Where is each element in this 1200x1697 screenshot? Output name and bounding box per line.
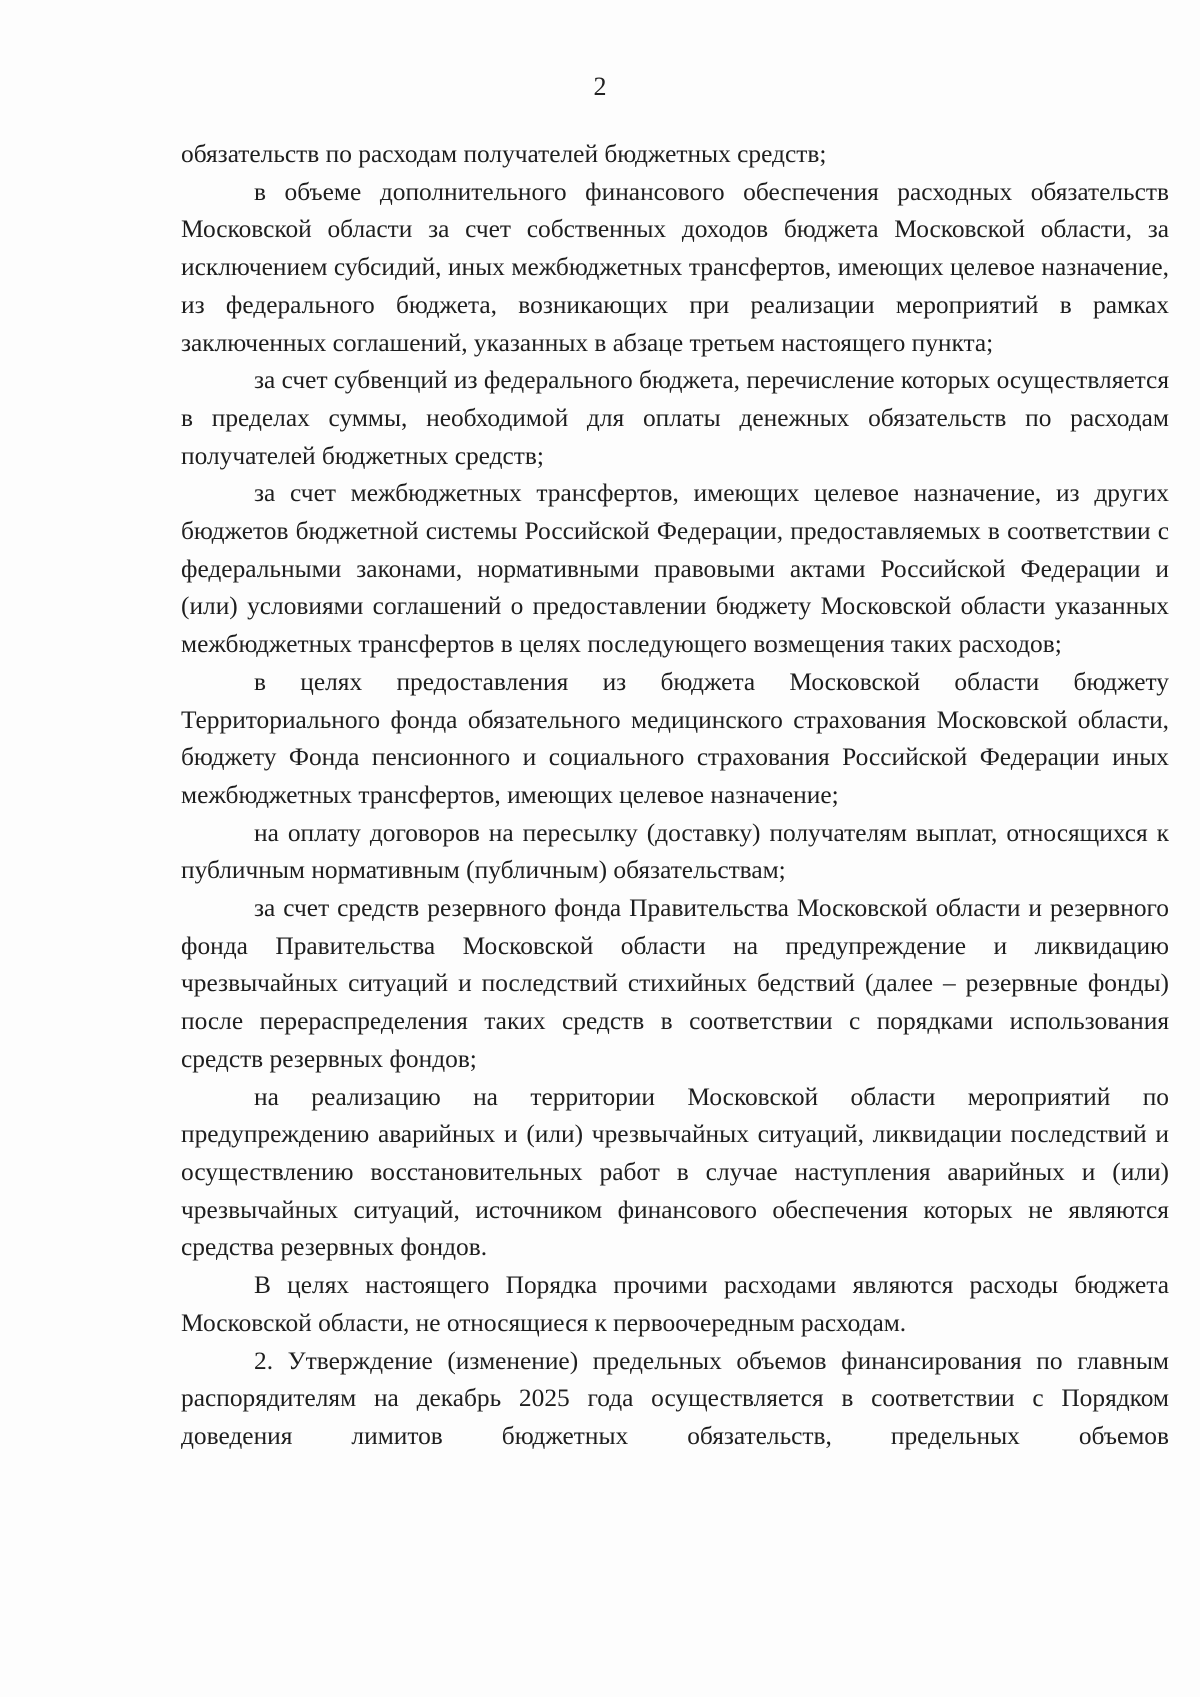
- paragraph-10: 2. Утверждение (изменение) предельных объемов финансирования по главным распорядителям на декабрь 2025 года осуществляется в соответствии с Порядком доведения лимитов бюджетных обязательств, предельных объемов: [181, 1346, 1169, 1450]
- paragraph-1: обязательств по расходам получателей бюджетных средств;: [181, 140, 827, 168]
- paragraph-6: на оплату договоров на пересылку (доставку) получателям выплат, относящихся к публичным нормативным (публичным) обязательствам;: [181, 818, 1169, 885]
- document-body: [181, 136, 1169, 1456]
- paragraph-3: за счет субвенций из федерального бюджета, перечисление которых осуществляется в пределах суммы, необходимой для оплаты денежных обязательств по расходам получателей бюджетных средств;: [181, 366, 1169, 470]
- paragraph-5: в целях предоставления из бюджета Московской области бюджету Территориального фонда обязательного медицинского страхования Московской области, бюджету Фонда пенсионного и социального страхования Российской Федерации иных межбюджетных трансфертов, имеющих целевое назначение;: [181, 667, 1169, 809]
- paragraph-8: на реализацию на территории Московской области мероприятий по предупреждению аварийных и (или) чрезвычайных ситуаций, ликвидации последствий и осуществлению восстановительных работ в случае наступления аварийных и (или) чрезвычайных ситуаций, источником финансового обеспечения которых не являются средства резервных фондов.: [181, 1082, 1169, 1262]
- paragraph-7: за счет средств резервного фонда Правительства Московской области и резервного фонда Правительства Московской области на предупреждение и ликвидацию чрезвычайных ситуаций и последствий стихийных бедствий (далее – резервные фонды) после перераспределения таких средств в соответствии с порядками использования средств резервных фондов;: [181, 894, 1169, 1073]
- paragraph-9: В целях настоящего Порядка прочими расходами являются расходы бюджета Московской области, не относящиеся к первоочередным расходам.: [181, 1271, 1169, 1337]
- paragraph-2: в объеме дополнительного финансового обеспечения расходных обязательств Московской области за счет собственных доходов бюджета Московской области, за исключением субсидий, иных межбюджетных трансфертов, имеющих целевое назначение, из федерального бюджета, возникающих при реализации мероприятий в рамках заключенных соглашений, указанных в абзаце третьем настоящего пункта;: [181, 177, 1169, 357]
- page-number: 2: [593, 72, 607, 101]
- paragraph-4: за счет межбюджетных трансфертов, имеющих целевое назначение, из других бюджетов бюджетной системы Российской Федерации, предоставляемых в соответствии с федеральными законами, нормативными правовыми актами Российской Федерации и (или) условиями соглашений о предоставлении бюджету Московской области указанных межбюджетных трансфертов в целях последующего возмещения таких расходов;: [181, 479, 1169, 659]
